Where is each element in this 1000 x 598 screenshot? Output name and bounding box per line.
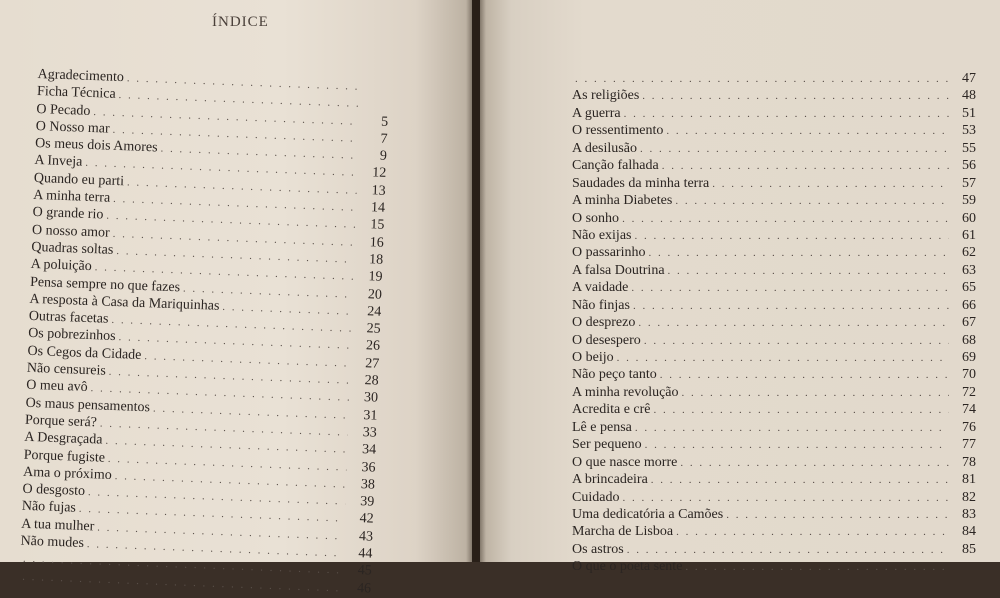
toc-entry-page-number: 56 (962, 158, 976, 174)
toc-entry-page-number: 65 (962, 280, 976, 296)
toc-leader-dots (635, 420, 949, 437)
toc-entry-page-number: 9 (379, 148, 388, 165)
toc-entry-page-number: 24 (366, 304, 382, 320)
toc-entry-page-number: 70 (962, 367, 976, 383)
toc-leader-dots (624, 106, 949, 123)
toc-entry-title: Lê e pensa (572, 419, 632, 435)
toc-entry-title: Os astros (572, 541, 624, 557)
toc-entry-title: A falsa Doutrina (572, 262, 665, 278)
toc-entry-title: Outras facetas (28, 308, 109, 327)
toc-entry (572, 262, 976, 279)
toc-entry-title: Uma dedicatória a Camões (572, 506, 724, 522)
toc-entry-page-number: 18 (368, 252, 384, 268)
index-heading: ÍNDICE (212, 14, 269, 30)
toc-entry (572, 506, 976, 523)
toc-entry-page-number: 61 (962, 227, 976, 243)
toc-entry-page-number: 57 (962, 175, 976, 191)
toc-entry-page-number: 72 (962, 384, 976, 400)
toc-entry-page-number: 27 (365, 355, 380, 372)
toc-entry-title: A brincadeira (572, 472, 648, 488)
toc-leader-dots (668, 263, 949, 280)
toc-entry (572, 122, 976, 139)
toc-leader-dots (627, 542, 949, 559)
toc-entry-page-number: 81 (962, 472, 976, 488)
toc-leader-dots (634, 228, 949, 245)
toc-entry-page-number: 20 (367, 286, 383, 303)
toc-entry (572, 175, 976, 192)
toc-entry-title: O sonho (572, 210, 620, 226)
toc-entry-title: Pensa sempre no que fazes (29, 274, 181, 295)
toc-entry-page-number (363, 107, 389, 108)
toc-entry (572, 210, 976, 227)
toc-leader-dots (633, 298, 949, 315)
toc-leader-dots (680, 455, 949, 472)
toc-leader-dots (575, 71, 949, 88)
toc-entry (572, 227, 976, 244)
toc-entry-page-number (363, 90, 389, 91)
toc-entry (572, 384, 976, 401)
toc-leader-dots (649, 245, 950, 262)
toc-entry-title: Saudades da minha terra (572, 175, 710, 191)
left-page (0, 0, 472, 597)
toc-entry (572, 436, 976, 453)
toc-entry (572, 192, 976, 209)
toc-entry-page-number: 67 (962, 315, 976, 331)
toc-entry-page-number: 74 (962, 402, 976, 418)
toc-entry-title: O que nasce morre (572, 454, 678, 470)
toc-entry-page-number: 38 (360, 476, 376, 493)
toc-leader-dots (660, 367, 949, 384)
toc-leader-dots (617, 350, 949, 367)
toc-entry-page-number: 48 (962, 88, 976, 104)
toc-entry (572, 366, 976, 383)
toc-entry-title: O desgosto (22, 481, 86, 500)
toc-entry-title: Marcha de Lisboa (572, 524, 674, 540)
toc-entry-title: Porque fugiste (23, 447, 106, 466)
toc-entry-page-number: 68 (962, 332, 976, 348)
toc-entry-title: Quadras soltas (31, 239, 114, 258)
toc-entry-page-number: 78 (962, 454, 976, 470)
right-toc-list (572, 70, 976, 576)
toc-leader-dots (654, 402, 950, 419)
toc-entry-page-number: 36 (361, 459, 376, 476)
toc-entry (572, 401, 976, 418)
toc-entry-title: Ficha Técnica (36, 84, 116, 103)
toc-entry-page-number: 82 (962, 489, 976, 505)
right-page (480, 0, 1000, 575)
toc-entry-title: Quando eu parti (33, 170, 125, 190)
book-gutter (466, 0, 486, 562)
toc-entry-title: O Pecado (36, 101, 91, 119)
toc-entry-page-number: 13 (371, 183, 386, 199)
toc-entry-page-number: 66 (962, 297, 976, 313)
toc-entry-page-number: 39 (359, 494, 375, 510)
toc-leader-dots (675, 193, 949, 210)
toc-entry-page-number: 26 (365, 338, 381, 355)
toc-entry-page-number: 45 (357, 563, 372, 579)
toc-entry-page-number: 85 (962, 541, 976, 557)
toc-entry-page-number: 28 (364, 373, 379, 389)
toc-entry-title: O passarinho (572, 245, 646, 261)
toc-entry-title: Não finjas (572, 297, 630, 313)
toc-entry-title: Acredita e crê (572, 402, 651, 418)
toc-entry (572, 419, 976, 436)
toc-leader-dots (726, 507, 949, 524)
toc-entry-title: A poluição (30, 257, 92, 275)
toc-entry (572, 140, 976, 157)
toc-entry-page-number: 30 (363, 390, 379, 407)
toc-entry-title: Canção falhada (572, 158, 659, 174)
toc-entry-page-number: 83 (962, 506, 976, 522)
toc-entry (572, 523, 976, 540)
toc-entry (572, 489, 976, 506)
toc-entry-title: A Inveja (34, 153, 83, 171)
toc-leader-dots (645, 437, 949, 454)
toc-entry-page-number: 76 (962, 419, 976, 435)
toc-entry-page-number: 12 (372, 165, 387, 182)
toc-leader-dots (666, 123, 949, 140)
toc-entry-title: Cuidado (572, 489, 620, 505)
toc-entry-page-number: 5 (380, 114, 389, 130)
toc-entry (572, 244, 976, 261)
toc-entry (572, 332, 976, 349)
toc-entry-page-number: 33 (362, 425, 378, 441)
toc-entry-title: Não peço tanto (572, 367, 657, 383)
toc-entry-title: Porque será? (24, 412, 98, 431)
toc-entry-page-number: 46 (356, 580, 372, 597)
toc-leader-dots (676, 524, 949, 541)
toc-entry-title: O meu avô (26, 378, 88, 396)
toc-entry-title: Os meus dois Amores (34, 136, 158, 156)
toc-entry-page-number: 53 (962, 123, 976, 139)
toc-entry (572, 349, 976, 366)
toc-entry-page-number: 51 (962, 105, 976, 121)
toc-leader-dots (631, 280, 949, 297)
toc-leader-dots (712, 176, 949, 193)
toc-entry-title: Não mudes (20, 533, 85, 552)
toc-entry-title: Não censureis (26, 360, 107, 379)
toc-entry-title: Agradecimento (37, 66, 125, 86)
toc-entry (572, 157, 976, 174)
toc-entry (572, 541, 976, 558)
toc-entry-title: Os Cegos da Cidade (27, 343, 142, 363)
toc-entry-title: O desprezo (572, 315, 636, 331)
toc-entry-page-number: 77 (962, 437, 976, 453)
toc-entry (572, 70, 976, 87)
toc-entry-title: Não fujas (21, 499, 77, 517)
toc-entry (572, 471, 976, 488)
toc-entry-page-number: 55 (962, 140, 976, 156)
toc-entry-title: O beijo (572, 350, 614, 365)
toc-leader-dots (622, 211, 949, 228)
toc-leader-dots (638, 315, 949, 332)
toc-entry-title: Ser pequeno (572, 437, 642, 453)
toc-entry-title: O que o poeta sente (572, 559, 683, 575)
toc-entry-title: A Desgraçada (24, 429, 103, 448)
toc-entry-page-number: 43 (358, 528, 374, 545)
toc-entry-page-number: 59 (962, 193, 976, 209)
toc-entry (572, 87, 976, 104)
toc-leader-dots (662, 158, 949, 175)
toc-leader-dots (682, 385, 949, 402)
toc-entry-title: A vaidade (572, 280, 629, 296)
toc-entry (572, 558, 976, 575)
toc-leader-dots (644, 333, 949, 350)
toc-leader-dots (651, 472, 949, 489)
toc-entry-page-number: 14 (370, 200, 386, 216)
toc-entry-page-number: 31 (363, 407, 378, 424)
toc-entry-page-number: 44 (358, 546, 373, 562)
toc-entry-title: A minha revolução (572, 384, 679, 400)
toc-entry-page-number: 15 (370, 217, 385, 234)
toc-entry (572, 454, 976, 471)
toc-leader-dots (640, 141, 949, 158)
toc-leader-dots (642, 88, 949, 105)
toc-entry-title: A guerra (572, 105, 621, 121)
toc-entry (572, 297, 976, 314)
toc-entry-page-number: 69 (962, 350, 976, 365)
toc-entry-page-number: 7 (380, 131, 388, 147)
toc-entry-page-number: 16 (369, 234, 385, 251)
toc-entry-page-number: 47 (962, 71, 976, 86)
toc-entry (572, 105, 976, 122)
toc-entry-page-number: 84 (962, 524, 976, 540)
toc-entry-title: Os maus pensamentos (25, 395, 151, 415)
toc-entry-page-number: 62 (962, 245, 976, 261)
toc-entry-page-number: 60 (962, 210, 976, 226)
toc-leader-dots (622, 490, 949, 507)
toc-entry-page-number: 42 (359, 511, 374, 528)
toc-entry-title: A resposta à Casa da Mariquinhas (29, 291, 220, 314)
toc-entry-title: Não exijas (572, 227, 632, 243)
toc-entry-page-number: 34 (361, 442, 377, 458)
toc-entry-title: O grande rio (32, 205, 104, 223)
toc-entry-title: A minha Diabetes (572, 193, 673, 209)
toc-entry (572, 279, 976, 296)
toc-entry-title: A tua mulher (20, 516, 95, 535)
toc-entry-title: O ressentimento (572, 123, 664, 139)
toc-entry-title: Os pobrezinhos (27, 326, 116, 345)
toc-entry-title: O desespero (572, 332, 641, 348)
toc-entry-page-number: 25 (366, 321, 381, 337)
toc-entry-page-number: 19 (368, 269, 383, 286)
toc-entry (572, 314, 976, 331)
toc-entry-title: O nosso amor (31, 222, 110, 241)
left-toc-list (19, 66, 390, 597)
toc-entry-page-number: 63 (962, 262, 976, 278)
toc-entry-title: A desilusão (572, 140, 637, 156)
toc-entry-title: Ama o próximo (22, 464, 112, 483)
toc-entry-title: A minha terra (32, 187, 111, 206)
toc-entry-title: As religiões (572, 88, 640, 104)
toc-entry-title: O Nosso mar (35, 118, 110, 137)
